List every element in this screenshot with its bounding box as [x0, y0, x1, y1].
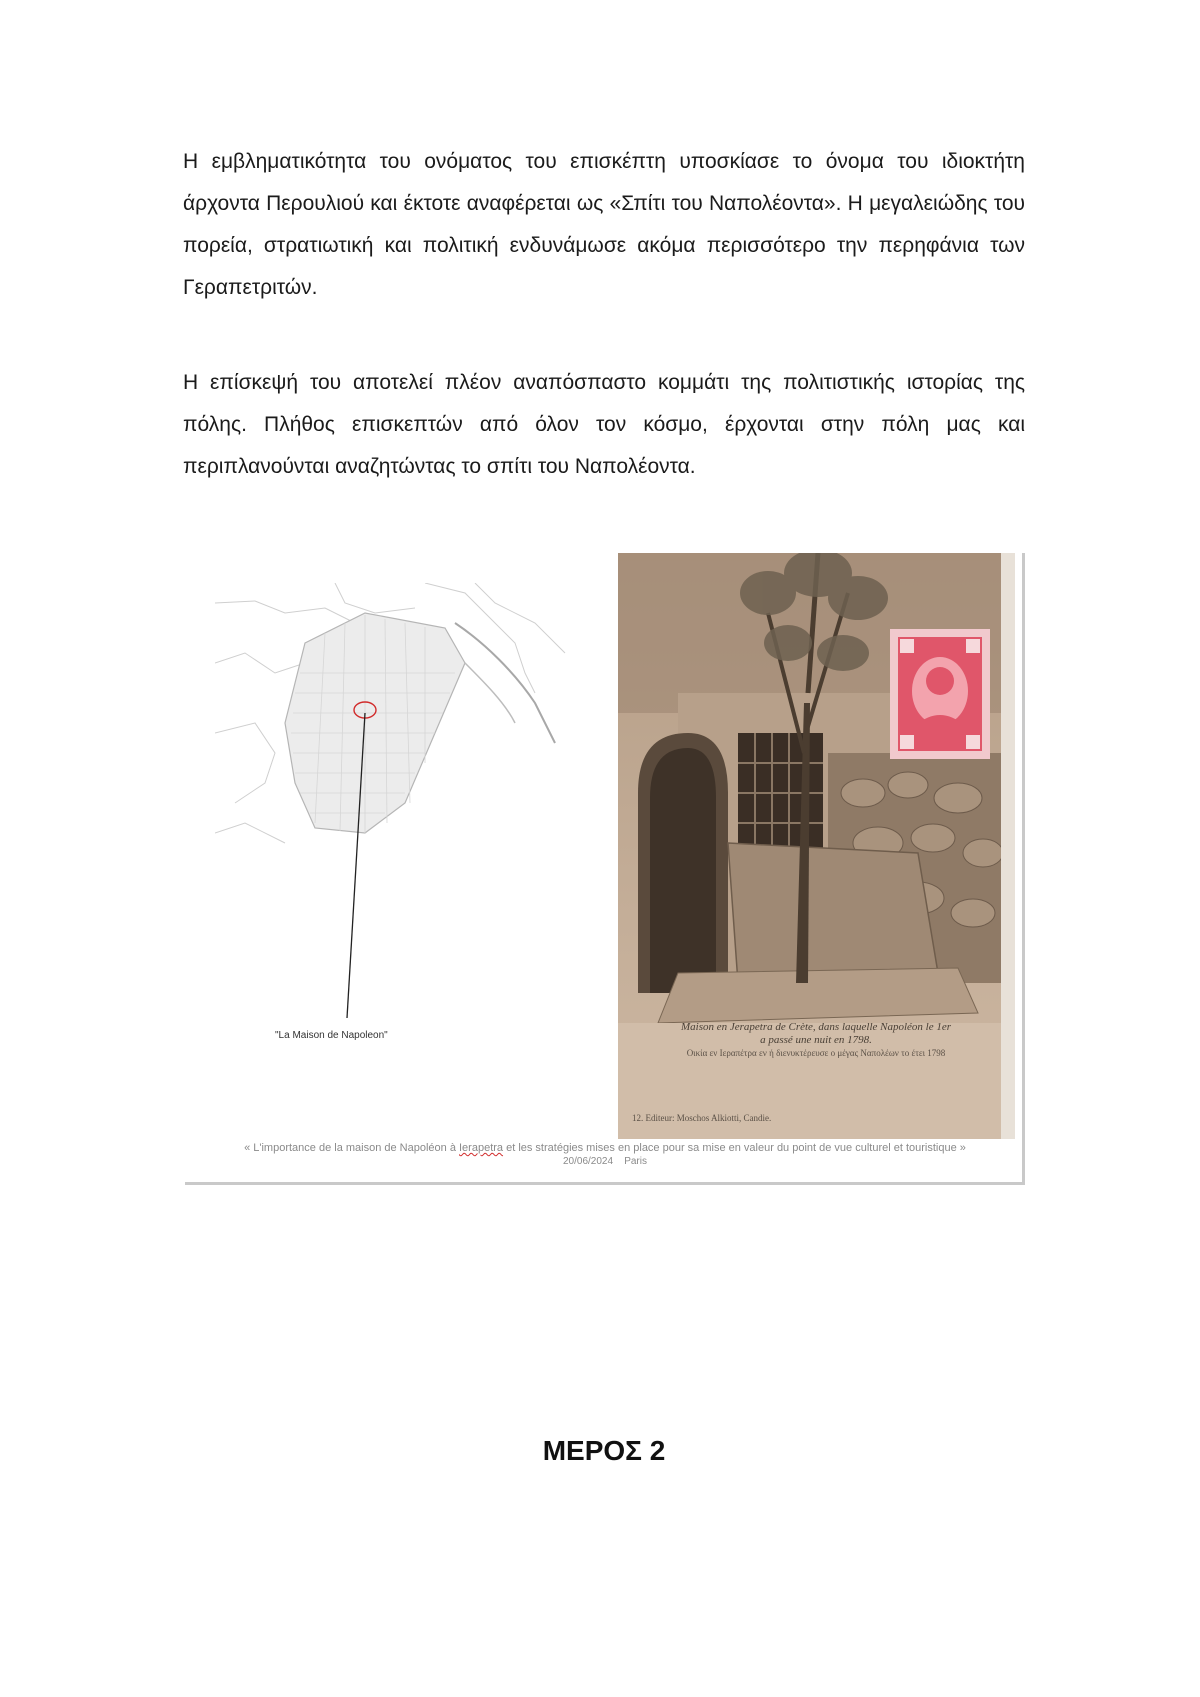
figure-caption [185, 1142, 1025, 1155]
figure-city: Paris [624, 1156, 647, 1167]
leader-line [185, 553, 625, 1033]
postcard-photo [618, 553, 1015, 1139]
postcard-caption-greek: Οικία εν Ιεραπέτρα εν ή διενυκτέρευσε ο μέγας Ναπολέων το έτει 1798 [686, 1048, 946, 1058]
postcard-publisher: 12. Editeur: Moschos Alkiotti, Candie. [632, 1113, 772, 1123]
body-paragraph-1: Η εμβληματικότητα του ονόματος του επισκέπτη υποσκίασε το όνομα του ιδιοκτήτη άρχοντα Περουλιού και έκτοτε αναφέρεται ως «Σπίτι του Ναπολέοντα». Η μεγαλειώδης του πορεία, στρατιωτική και πολιτική ενδυνάμωσε ακόμα περισσότερο την περηφάνια των Γεραπετριτών. [183, 150, 1025, 299]
figure-date-line [185, 1156, 1025, 1167]
figure-shadow-bottom [185, 1182, 1025, 1185]
figure-caption-misspelled-word: Ierapetra [459, 1142, 504, 1154]
body-paragraph-2: Η επίσκεψή του αποτελεί πλέον αναπόσπαστο κομμάτι της πολιτιστικής ιστορίας της πόλης. Πλήθος επισκεπτών από όλον τον κόσμο, έρχονται στην πόλη μας και περιπλανούνται αναζητώντας το σπίτι του Ναπολέοντα. [183, 371, 1025, 478]
figure-shadow-right [1022, 553, 1025, 1184]
map-label: "La Maison de Napoleon" [275, 1030, 388, 1041]
section-heading: ΜΕΡΟΣ 2 [542, 1435, 666, 1466]
figure-panel [185, 553, 1025, 1185]
postcard-caption-line-2: a passé une nuit en 1798. [760, 1034, 872, 1046]
figure-date: 20/06/2024 [563, 1156, 614, 1167]
figure-caption-part-2: et les stratégies mises en place pour sa mise en valeur du point de vue culturel et touristique » [503, 1142, 966, 1154]
figure-caption-part-1: « L'importance de la maison de Napoléon à [244, 1142, 459, 1154]
postage-stamp-image [890, 629, 990, 759]
postcard-caption-line-1: Maison en Jerapetra de Crète, dans laquelle Napoléon le 1er [680, 1021, 952, 1033]
